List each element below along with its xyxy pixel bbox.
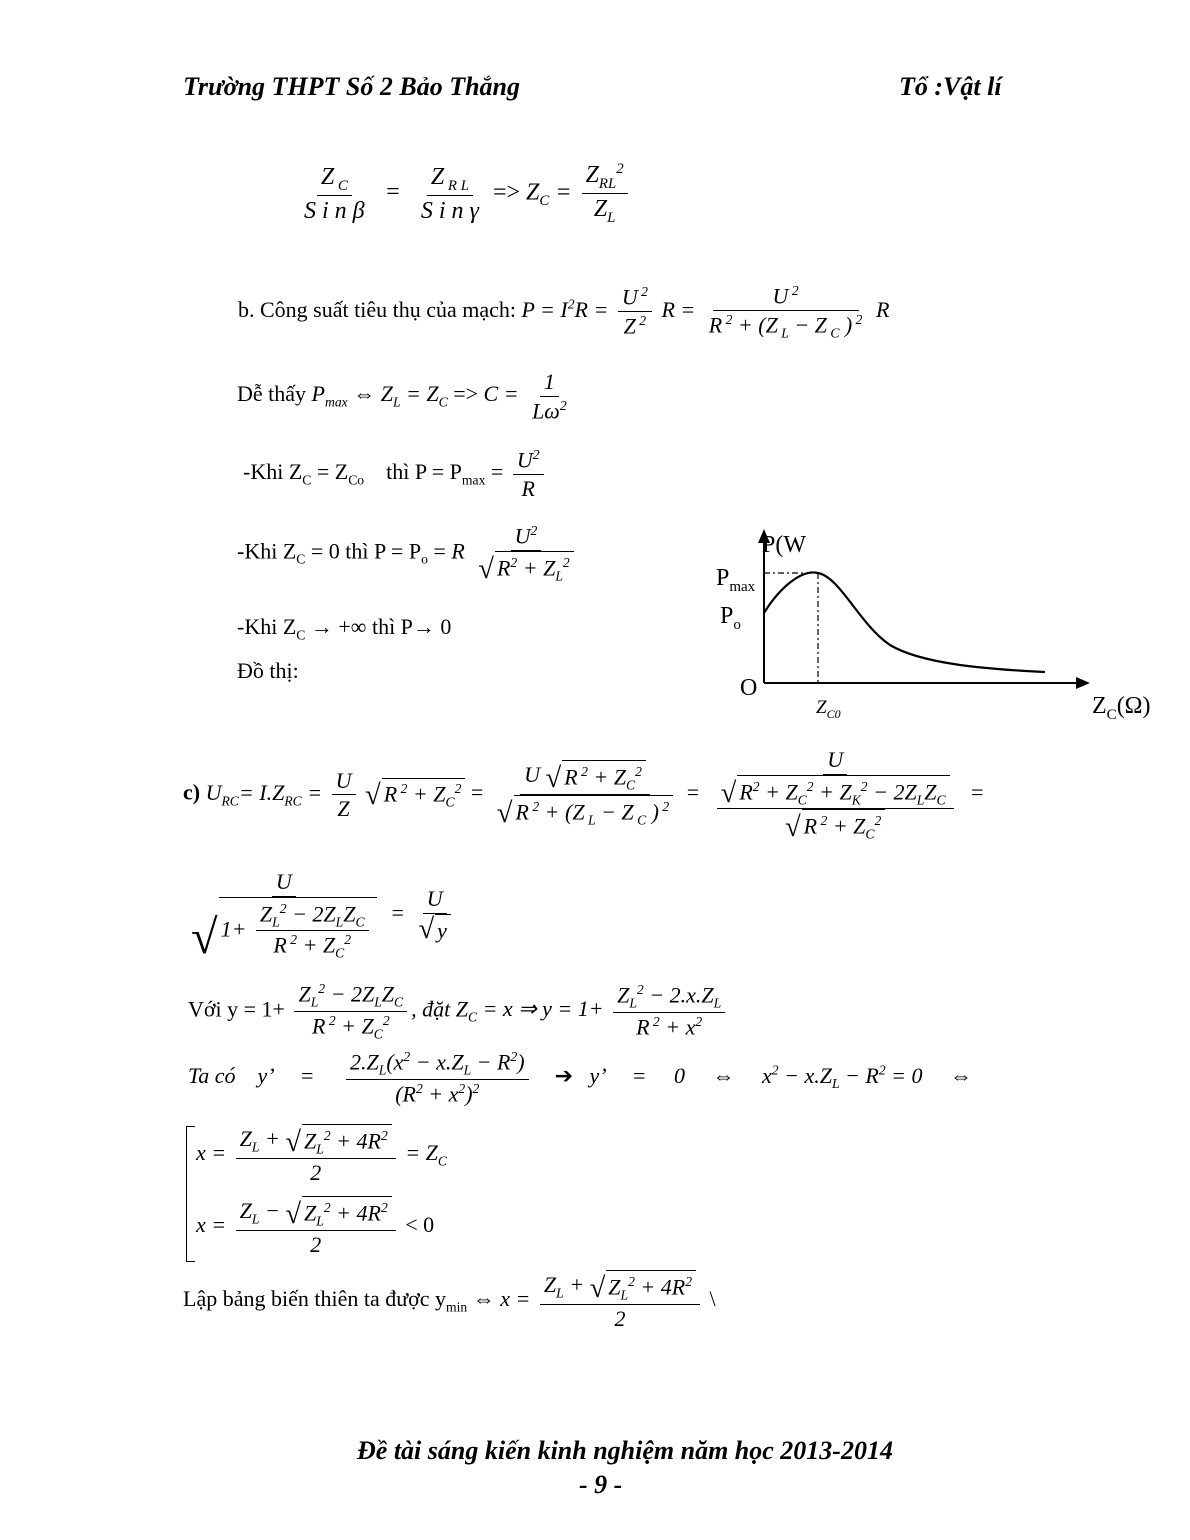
sine-rule-equation: $\frac{Z _C}{\text{S i n β}}$ = $\frac{Z _{R L}}{\text{S i n γ}}$ => $Z_C$ = $\frac{Z_{RL}^2}{Z_L}$ [296,160,632,228]
x-axis-arrow [1076,677,1090,689]
y-definition: Với y = 1+ $\frac{Z_L^2 - 2Z_LZ_C}{R ^2 + Z_C^2}$ , đặt $Z_C = x$ ⇒ y = 1+ $\frac{Z_L^2 - 2.x.Z_L}{R ^2 + x^2}$ [188,980,729,1043]
po-label: $P_o$ [720,603,741,633]
power-graph [700,525,1175,725]
pmax-condition: Dễ thấy $P_{max}$ ⇔ $Z_L = Z_C => C$ = $\frac{1}{L\omega^2}$ [237,369,567,423]
graph-label: Đồ thị: [237,658,299,683]
derivative-equation: Ta có y’ = $\frac{2.Z_L(x^2 - x.Z_L - R^2)}{(R^2 + x^2)^2}$ ➔ y’ = 0 ⇔ $x^2 - x.Z_L - R^2 = 0$ ⇔ [188,1049,973,1107]
y-axis-label: P(W [762,532,806,558]
power-equation: b. Công suất tiêu thụ của mạch: $P = I^2R$ = $\frac{U ^2}{Z ^2}$ R = $\frac{U ^2}{R ^2 + (Z _L - Z _C ) ^2}$ R [238,283,890,341]
case-zc-infinity: -Khi $Z_C$ → +∞ thì P→ 0 [237,614,452,643]
u-over-sqrt-y: U √ 1+ $\frac{Z_L^2 - 2Z_LZ_C}{R ^2 + Z_C^2}$ = U √ y [183,868,459,962]
variation-table-result: Lập bảng biến thiên ta được $y_{min}$ ⇔ x = $Z_L$ + √ $Z_L^2 + 4R^2$ 2 \ [183,1271,716,1331]
x-axis-label: $Z_C(\Omega)$ [1092,693,1151,723]
part-b-label: b. Công suất tiêu thụ của mạch: [238,296,516,322]
header-school: Trường THPT Số 2 Bảo Thắng [183,72,520,101]
pmax-label: $P_{max}$ [716,565,756,595]
urc-equation: c) $U_{RC}= I.Z_{RC}$ = $\frac{U}{Z}$ √ R $^2 + Z_C^2$ = U √ R $^2 + Z_C^2$ √ R $^2$ + (Z $_L$ − Z $_C$ ) $^2$ = U √ $R^2 + Z_C^2 + Z_K^2 - 2Z_LZ_C$ √ R $^2 + Z_C^2$ = [183,747,984,844]
origin-label: O [740,675,758,701]
power-curve [764,572,1045,672]
easy-see-text: Dễ thấy [237,381,307,407]
case-zc-zero: -Khi $Z_C = 0$ thì $P = P_o = R$ $U^2$ √ $R^2 + Z_L^2$ [237,522,582,585]
header-dept: Tổ :Vật lí [899,72,1002,101]
root-negative: x = $Z_L$ − √ $Z_L^2 + 4R^2$ 2 < 0 [196,1197,435,1257]
solution-bracket [186,1126,195,1262]
footer-title: Đề tài sáng kiến kinh nghiệm năm học 2013-2014 [357,1436,893,1465]
case-zc0: -Khi $Z_C = Z_{Co}$ thì $P = P_{max}$ = $\frac{U^2}{R}$ [243,446,548,502]
page-number: - 9 - [579,1470,623,1499]
zc0-label: $Z_{C0}$ [816,697,841,721]
root-positive: x = $Z_L$ + √ $Z_L^2 + 4R^2$ 2 = $Z_C$ [196,1125,447,1185]
